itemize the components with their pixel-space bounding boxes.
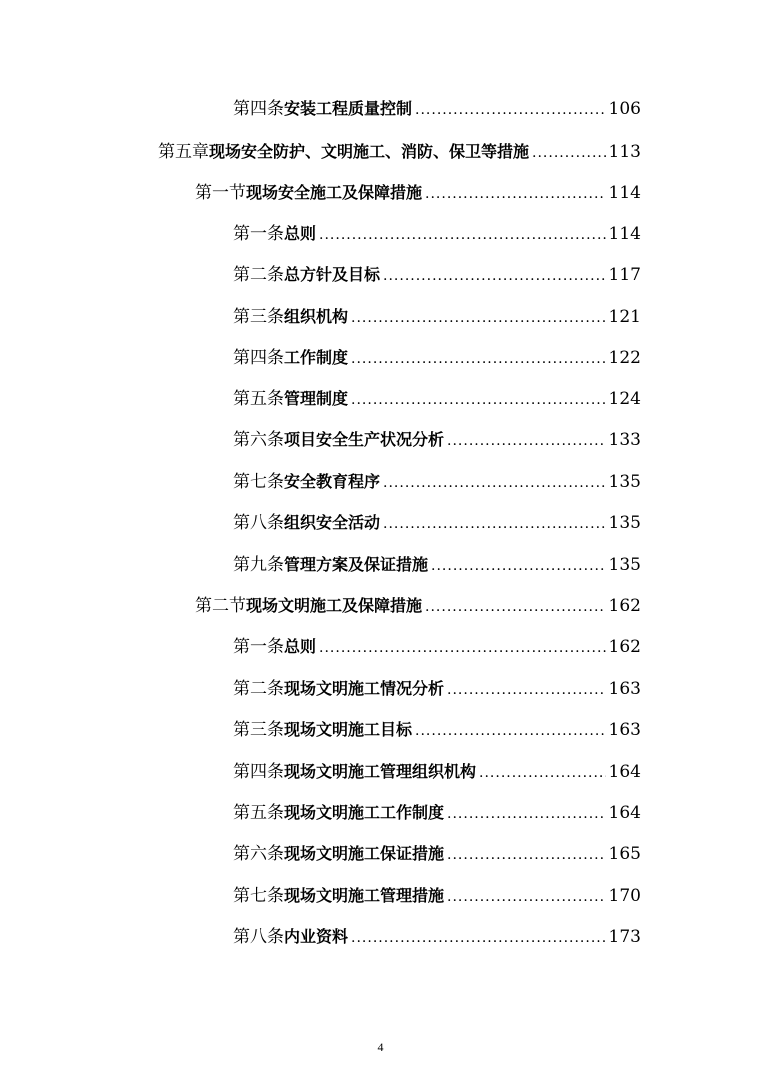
toc-entry[interactable] bbox=[233, 388, 641, 411]
toc-entry[interactable] bbox=[233, 636, 641, 659]
toc-dot-leader bbox=[431, 555, 606, 577]
toc-entry-prefix: 第二条 bbox=[233, 679, 284, 699]
toc-entry-page: 163 bbox=[608, 679, 641, 699]
toc-dot-leader bbox=[447, 844, 606, 866]
toc-entry-prefix: 第二节 bbox=[195, 596, 246, 616]
toc-entry[interactable] bbox=[158, 141, 641, 164]
toc-dot-leader bbox=[447, 886, 606, 908]
toc-dot-leader bbox=[425, 596, 606, 618]
toc-dot-leader bbox=[447, 803, 606, 825]
toc-entry-prefix: 第八条 bbox=[233, 927, 284, 947]
toc-entry-prefix: 第九条 bbox=[233, 555, 284, 575]
toc-entry[interactable] bbox=[233, 223, 641, 246]
toc-entry[interactable] bbox=[195, 595, 641, 618]
toc-dot-leader bbox=[383, 265, 606, 287]
toc-entry-title: 安全教育程序 bbox=[284, 472, 381, 491]
toc-entry-title: 组织机构 bbox=[284, 307, 349, 326]
toc-dot-leader bbox=[383, 513, 606, 535]
toc-entry[interactable] bbox=[233, 885, 641, 908]
toc-dot-leader bbox=[351, 348, 606, 370]
toc-entry-page: 162 bbox=[608, 596, 641, 616]
toc-entry-prefix: 第五条 bbox=[233, 389, 284, 409]
toc-entry-prefix: 第一条 bbox=[233, 637, 284, 657]
toc-entry-page: 135 bbox=[608, 472, 641, 492]
toc-entry-page: 164 bbox=[608, 803, 641, 823]
toc-entry-page: 170 bbox=[608, 886, 641, 906]
toc-entry[interactable] bbox=[195, 182, 641, 205]
toc-entry-prefix: 第八条 bbox=[233, 513, 284, 533]
toc-entry-title: 现场文明施工目标 bbox=[284, 720, 413, 739]
toc-entry-prefix: 第二条 bbox=[233, 265, 284, 285]
toc-entry-prefix: 第四条 bbox=[233, 348, 284, 368]
toc-entry-title: 现场安全施工及保障措施 bbox=[246, 183, 423, 202]
toc-entry[interactable] bbox=[233, 926, 641, 949]
toc-entry-title: 现场安全防护、文明施工、消防、保卫等措施 bbox=[209, 142, 530, 161]
toc-entry-page: 162 bbox=[608, 637, 641, 657]
toc-entry-page: 164 bbox=[608, 762, 641, 782]
toc-entry[interactable] bbox=[233, 429, 641, 452]
toc-dot-leader bbox=[351, 927, 606, 949]
toc-entry-title: 管理方案及保证措施 bbox=[284, 555, 429, 574]
toc-dot-leader bbox=[383, 472, 606, 494]
toc-entry-prefix: 第五章 bbox=[158, 142, 209, 162]
toc-entry-page: 122 bbox=[608, 348, 641, 368]
toc-entry-prefix: 第七条 bbox=[233, 886, 284, 906]
toc-entry[interactable] bbox=[233, 554, 641, 577]
toc-entry-prefix: 第六条 bbox=[233, 430, 284, 450]
toc-dot-leader bbox=[319, 224, 606, 246]
toc-entry-title: 现场文明施工及保障措施 bbox=[246, 596, 423, 615]
toc-entry-prefix: 第七条 bbox=[233, 472, 284, 492]
toc-entry-title: 现场文明施工保证措施 bbox=[284, 844, 445, 863]
toc-entry-prefix: 第四条 bbox=[233, 99, 284, 119]
toc-entry-page: 121 bbox=[608, 307, 641, 327]
toc-dot-leader bbox=[447, 430, 606, 452]
toc-entry[interactable] bbox=[233, 761, 641, 784]
toc-entry-page: 113 bbox=[608, 142, 641, 162]
toc-entry[interactable] bbox=[233, 98, 641, 121]
toc-entry-prefix: 第一节 bbox=[195, 183, 246, 203]
toc-dot-leader bbox=[425, 183, 606, 205]
toc-entry-title: 现场文明施工工作制度 bbox=[284, 803, 445, 822]
toc-entry[interactable] bbox=[233, 512, 641, 535]
toc-entry-page: 106 bbox=[608, 99, 641, 119]
toc-entry-page: 117 bbox=[608, 265, 641, 285]
toc-entry[interactable] bbox=[233, 306, 641, 329]
toc-entry-title: 现场文明施工情况分析 bbox=[284, 679, 445, 698]
toc-entry[interactable] bbox=[233, 719, 641, 742]
toc-entry[interactable] bbox=[233, 843, 641, 866]
toc-entry-title: 工作制度 bbox=[284, 348, 349, 367]
toc-entry-title: 现场文明施工管理组织机构 bbox=[284, 762, 477, 781]
toc-dot-leader bbox=[319, 637, 606, 659]
toc-entry-page: 165 bbox=[608, 844, 641, 864]
toc-entry-title: 管理制度 bbox=[284, 389, 349, 408]
toc-entry-page: 114 bbox=[608, 224, 641, 244]
toc-dot-leader bbox=[532, 142, 606, 164]
toc-entry-title: 总则 bbox=[284, 224, 317, 243]
toc-entry-prefix: 第四条 bbox=[233, 762, 284, 782]
toc-entry-page: 135 bbox=[608, 513, 641, 533]
toc-entry-page: 135 bbox=[608, 555, 641, 575]
toc-entry-page: 114 bbox=[608, 183, 641, 203]
toc-entry-prefix: 第五条 bbox=[233, 803, 284, 823]
toc-dot-leader bbox=[351, 389, 606, 411]
toc-entry-page: 173 bbox=[608, 927, 641, 947]
toc-entry-prefix: 第一条 bbox=[233, 224, 284, 244]
page-number: 4 bbox=[377, 1040, 384, 1054]
toc-entry-prefix: 第六条 bbox=[233, 844, 284, 864]
toc-dot-leader bbox=[479, 762, 606, 784]
toc-entry-title: 安装工程质量控制 bbox=[284, 99, 413, 118]
toc-dot-leader bbox=[351, 307, 606, 329]
toc-entry-title: 总则 bbox=[284, 637, 317, 656]
toc-entry-title: 组织安全活动 bbox=[284, 513, 381, 532]
toc-entry[interactable] bbox=[233, 678, 641, 701]
toc-dot-leader bbox=[415, 99, 606, 121]
toc-entry-title: 现场文明施工管理措施 bbox=[284, 886, 445, 905]
toc-entry-title: 内业资料 bbox=[284, 927, 349, 946]
toc-entry-title: 总方针及目标 bbox=[284, 265, 381, 284]
toc-entry-prefix: 第三条 bbox=[233, 307, 284, 327]
toc-entry[interactable] bbox=[233, 264, 641, 287]
toc-entry-title: 项目安全生产状况分析 bbox=[284, 430, 445, 449]
toc-entry-page: 163 bbox=[608, 720, 641, 740]
toc-dot-leader bbox=[415, 720, 606, 742]
toc-entry-page: 133 bbox=[608, 430, 641, 450]
toc-entry[interactable] bbox=[233, 471, 641, 494]
toc-entry[interactable] bbox=[233, 347, 641, 370]
toc-entry-prefix: 第三条 bbox=[233, 720, 284, 740]
toc-entry[interactable] bbox=[233, 802, 641, 825]
toc-entry-page: 124 bbox=[608, 389, 641, 409]
toc-dot-leader bbox=[447, 679, 606, 701]
